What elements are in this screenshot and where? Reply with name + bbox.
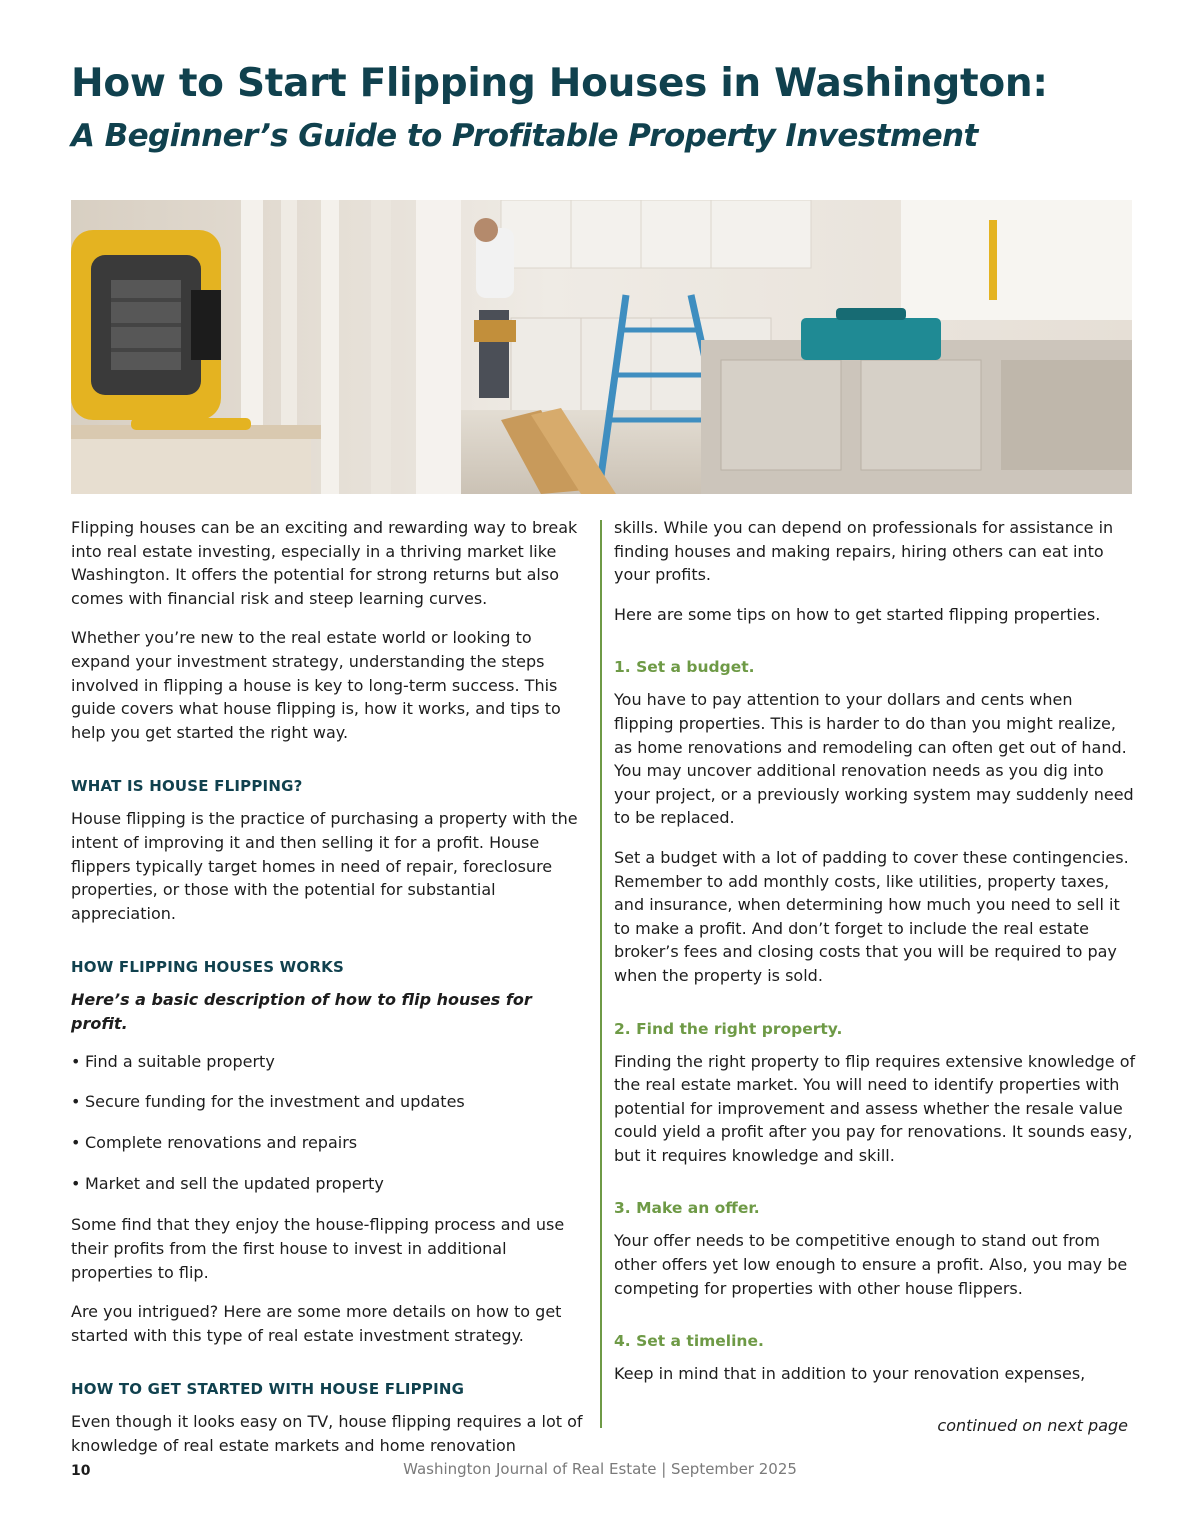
tip-budget-paragraph-2: Set a budget with a lot of padding to cover these contingencies. Remember to add monthly costs, like utilities, property taxes, and insurance, when determining how much you need to sell it to make a profit. And don’t forget to include the real estate broker’s fees and closing costs that you will be required to pay when the property is sold. <box>614 847 1129 985</box>
tip-timeline-paragraph: Keep in mind that in addition to your renovation expenses, <box>614 1364 1086 1384</box>
intro-paragraph-2: Whether you’re new to the real estate world or looking to expand your investment strategy, understanding the steps involved in flipping a house is key to long-term success. This guide covers what house flipping is, how it works, and tips to help you get started the right way. <box>71 628 561 742</box>
tip-heading-property: 2. Find the right property. <box>614 1019 843 1038</box>
page-number: 10 <box>71 1463 91 1479</box>
list-item: • Find a suitable property <box>71 1050 591 1074</box>
tip-heading-budget: 1. Set a budget. <box>614 658 755 677</box>
article-title: How to Start Flipping Houses in Washington: <box>71 61 1048 106</box>
right-column <box>614 516 1136 1402</box>
left-column <box>71 516 591 1474</box>
list-item: • Market and sell the updated property <box>71 1172 591 1196</box>
list-item: • Secure funding for the investment and updates <box>71 1090 591 1114</box>
list-item: • Complete renovations and repairs <box>71 1131 591 1155</box>
hero-photo-renovation <box>71 200 1132 494</box>
tips-intro: Here are some tips on how to get started flipping properties. <box>614 604 1101 624</box>
column-divider <box>600 520 602 1428</box>
section-heading-what-is: WHAT IS HOUSE FLIPPING? <box>71 777 303 796</box>
publication-footer: Washington Journal of Real Estate | September 2025 <box>403 1460 797 1478</box>
continued-link[interactable]: continued on next page <box>937 1416 1128 1435</box>
article-subtitle: A Beginner’s Guide to Profitable Property Investment <box>71 118 978 154</box>
what-is-paragraph: House flipping is the practice of purchasing a property with the intent of improving it and then selling it for a profit. House flippers typically target homes in need of repair, foreclosure properties, or those with the potential for substantial appreciation. <box>71 809 578 923</box>
how-works-intro: Here’s a basic description of how to flip houses for profit. <box>71 990 532 1033</box>
intrigued-paragraph: Are you intrigued? Here are some more details on how to get started with this type of real estate investment strategy. <box>71 1302 562 1345</box>
enjoy-paragraph: Some find that they enjoy the house-flipping process and use their profits from the first house to invest in additional properties to flip. <box>71 1215 565 1282</box>
section-heading-get-started: HOW TO GET STARTED WITH HOUSE FLIPPING <box>71 1380 465 1399</box>
steps-list <box>71 1050 591 1197</box>
tip-budget-paragraph: You have to pay attention to your dollars and cents when flipping properties. This is harder to do than you might realize, as home renovations and remodeling can often get out of hand. You may uncover additional renovation needs as you dig into your project, or a previously working system may suddenly need to be replaced. <box>614 690 1134 828</box>
get-started-paragraph: Even though it looks easy on TV, house flipping requires a lot of knowledge of real estate markets and home renovation <box>71 1412 583 1455</box>
tip-property-paragraph: Finding the right property to flip requires extensive knowledge of the real estate market. You will need to identify properties with potential for improvement and assess whether the resale value could yield a profit after you pay for renovations. It sounds easy, but it requires knowledge and skill. <box>614 1051 1136 1165</box>
continued-paragraph: skills. While you can depend on professionals for assistance in finding houses and making repairs, hiring others can eat into your profits. <box>614 518 1114 585</box>
tip-offer-paragraph: Your offer needs to be competitive enough to stand out from other offers yet low enough to ensure a profit. Also, you may be competing for properties with other house flippers. <box>614 1231 1128 1298</box>
tip-heading-offer: 3. Make an offer. <box>614 1199 760 1218</box>
intro-paragraph: Flipping houses can be an exciting and rewarding way to break into real estate investing, especially in a thriving market like Washington. It offers the potential for strong returns but also comes with financial risk and steep learning curves. <box>71 518 578 608</box>
section-heading-how-works: HOW FLIPPING HOUSES WORKS <box>71 958 344 977</box>
tip-heading-timeline: 4. Set a timeline. <box>614 1332 764 1351</box>
